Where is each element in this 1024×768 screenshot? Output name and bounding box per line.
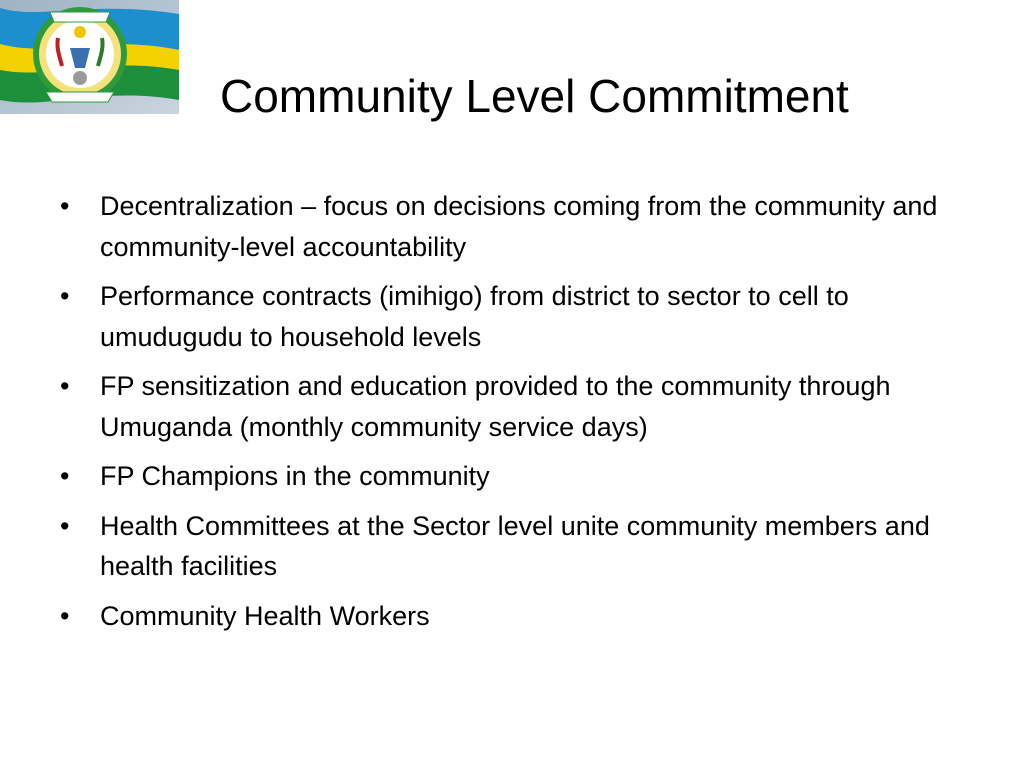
bullet-text: Decentralization – focus on decisions coming from the community and community-level accountability [100,191,938,262]
bullet-text: FP Champions in the community [100,461,490,491]
bullet-text: FP sensitization and education provided to the community through Umuganda (monthly community service days) [100,371,891,442]
bullet-text: Performance contracts (imihigo) from district to sector to cell to umudugudu to household levels [100,281,849,352]
bullet-item [56,506,976,587]
bullet-item [56,186,976,267]
bullet-item [56,456,976,497]
bullet-text: Health Committees at the Sector level unite community members and health facilities [100,510,930,581]
bullet-icon: • [60,510,70,541]
rwanda-emblem-icon [0,0,179,114]
bullet-icon: • [60,461,70,491]
bullet-list [56,186,976,645]
bullet-text: Community Health Workers [100,600,430,631]
bullet-icon: • [60,281,70,311]
coat-of-arms-logo [0,0,179,114]
bullet-item [56,366,976,447]
bullet-item [56,596,976,637]
bullet-icon: • [60,600,70,631]
bullet-item [56,276,976,357]
slide-title: Community Level Commitment [220,70,849,122]
bullet-icon: • [60,191,70,221]
bullet-icon: • [60,371,70,401]
